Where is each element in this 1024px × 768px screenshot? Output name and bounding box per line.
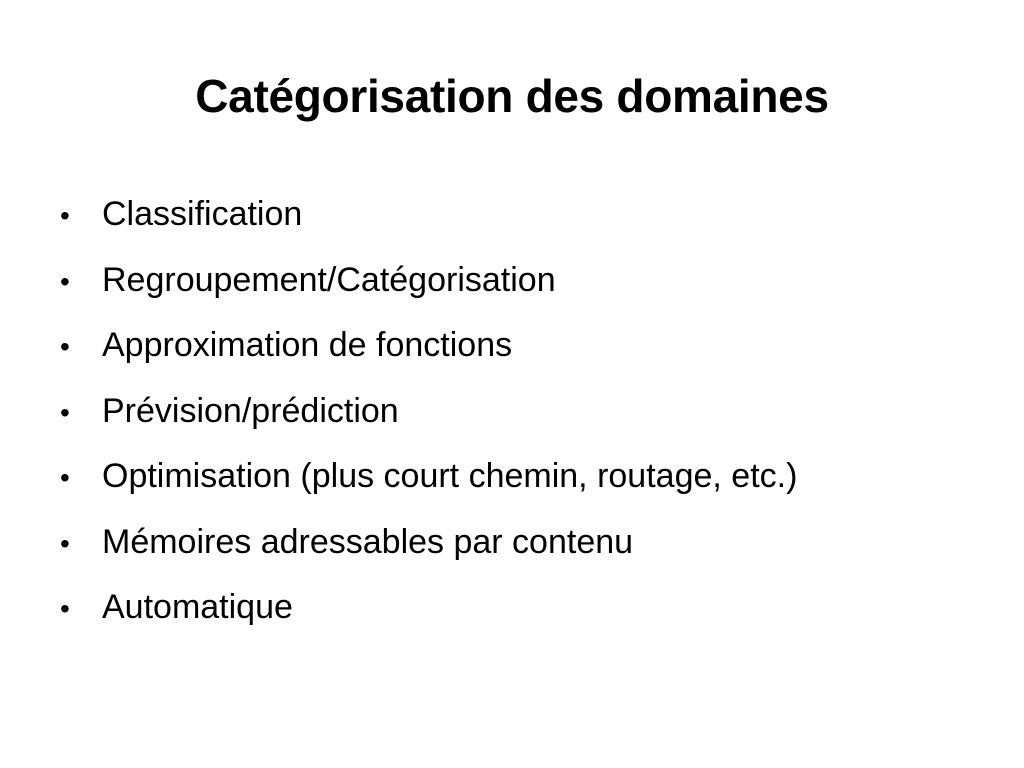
list-item-text: Regroupement/Catégorisation (102, 260, 556, 299)
bullet-icon: • (60, 462, 70, 493)
bullet-icon: • (60, 593, 70, 624)
slide-title: Catégorisation des domaines (195, 70, 829, 122)
list-item (58, 182, 988, 248)
bullet-icon: • (60, 396, 70, 428)
bullet-list (58, 182, 988, 641)
list-item-text: Optimisation (plus court chemin, routage, etc.) (102, 457, 798, 495)
list-item (58, 510, 988, 576)
bullet-icon: • (60, 265, 70, 297)
list-item (58, 313, 988, 379)
list-item-text: Mémoires adressables par contenu (102, 522, 634, 561)
list-item (58, 248, 988, 314)
list-item (58, 379, 988, 445)
bullet-icon: • (60, 331, 70, 362)
list-item-text: Automatique (102, 588, 293, 626)
list-item (58, 444, 988, 510)
list-item (58, 575, 988, 641)
list-item-text: Classification (102, 195, 303, 233)
bullet-icon: • (60, 527, 70, 559)
bullet-icon: • (60, 200, 70, 231)
list-item-text: Approximation de fonctions (102, 326, 513, 364)
list-item-text: Prévision/prédiction (102, 391, 399, 430)
